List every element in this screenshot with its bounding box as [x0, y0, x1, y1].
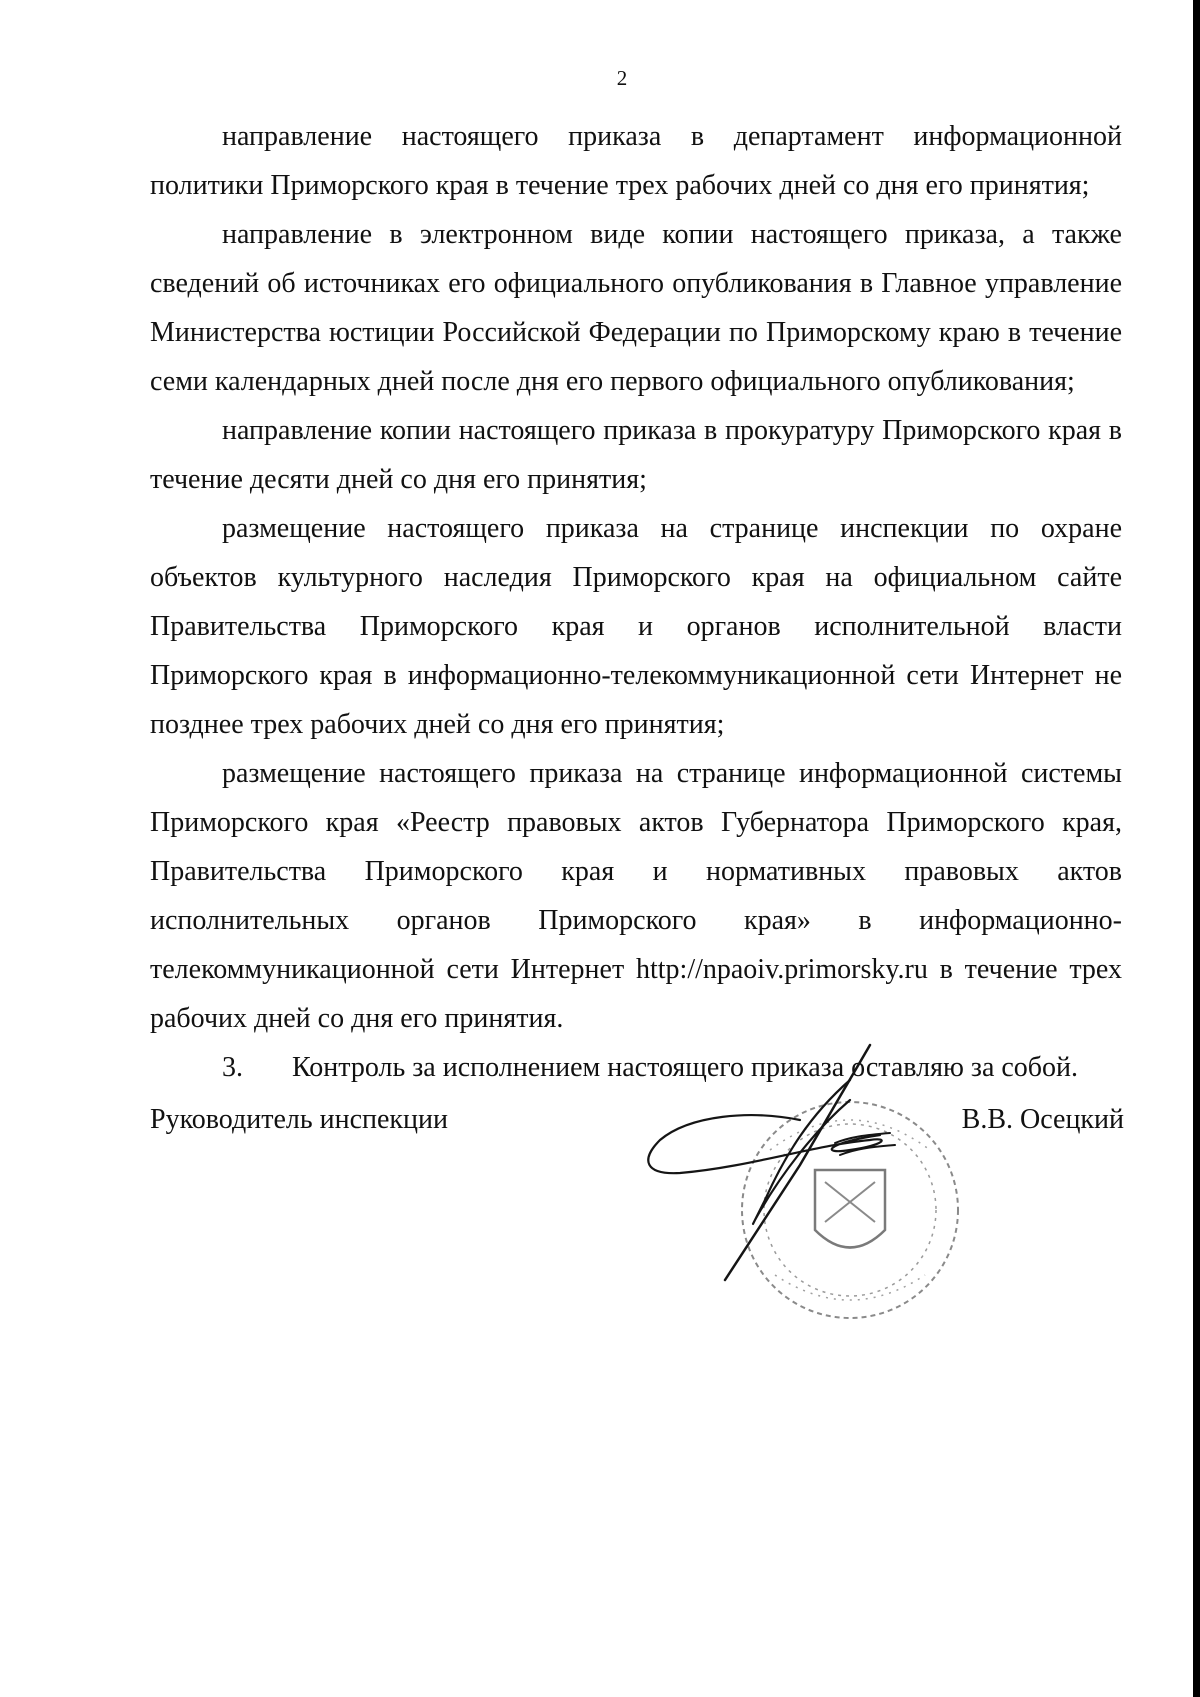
paragraph-ministry-justice: направление в электронном виде копии настоящего приказа, а также сведений об источниках его официального опубликования в Главное управление Министерства юстиции Российской Федерации по Приморскому краю в течение семи календарных дней после дня его первого официального опубликования;	[150, 219, 1122, 397]
signature-block	[150, 1100, 1130, 1400]
paragraph-prosecutor: направление копии настоящего приказа в прокуратуру Приморского края в течение десяти дней со дня его принятия;	[150, 415, 1122, 495]
paragraph-registry: размещение настоящего приказа на странице информационной системы Приморского края «Реестр правовых актов Губернатора Приморского края, Правительства Приморского края и нормативных правовых актов исполнительных органов Приморского края» в информационно-телекоммуникационной сети Интернет http://npaoiv.primorsky.ru в течение трех рабочих дней со дня его принятия.	[150, 758, 1122, 1034]
document-body	[150, 112, 1122, 1092]
page-number: 2	[616, 66, 628, 90]
paragraph-info-policy: направление настоящего приказа в департамент информационной политики Приморского края в течение трех рабочих дней со дня его принятия;	[150, 121, 1122, 201]
signatory-name: В.В. Осецкий	[961, 1104, 1124, 1135]
handwritten-signature	[550, 1025, 930, 1295]
paragraph-official-site: размещение настоящего приказа на странице инспекции по охране объектов культурного наследия Приморского края на официальном сайте Правительства Приморского края и органов исполнительной власти Приморского края в информационно-телекоммуникационной сети Интернет не позднее трех рабочих дней со дня его принятия;	[150, 513, 1122, 740]
clause-3-text: Контроль за исполнением настоящего приказа оставляю за собой.	[292, 1052, 1079, 1083]
scan-edge-border	[1193, 0, 1200, 1697]
clause-3-number: 3.	[222, 1052, 243, 1083]
signatory-role: Руководитель инспекции	[150, 1104, 448, 1135]
